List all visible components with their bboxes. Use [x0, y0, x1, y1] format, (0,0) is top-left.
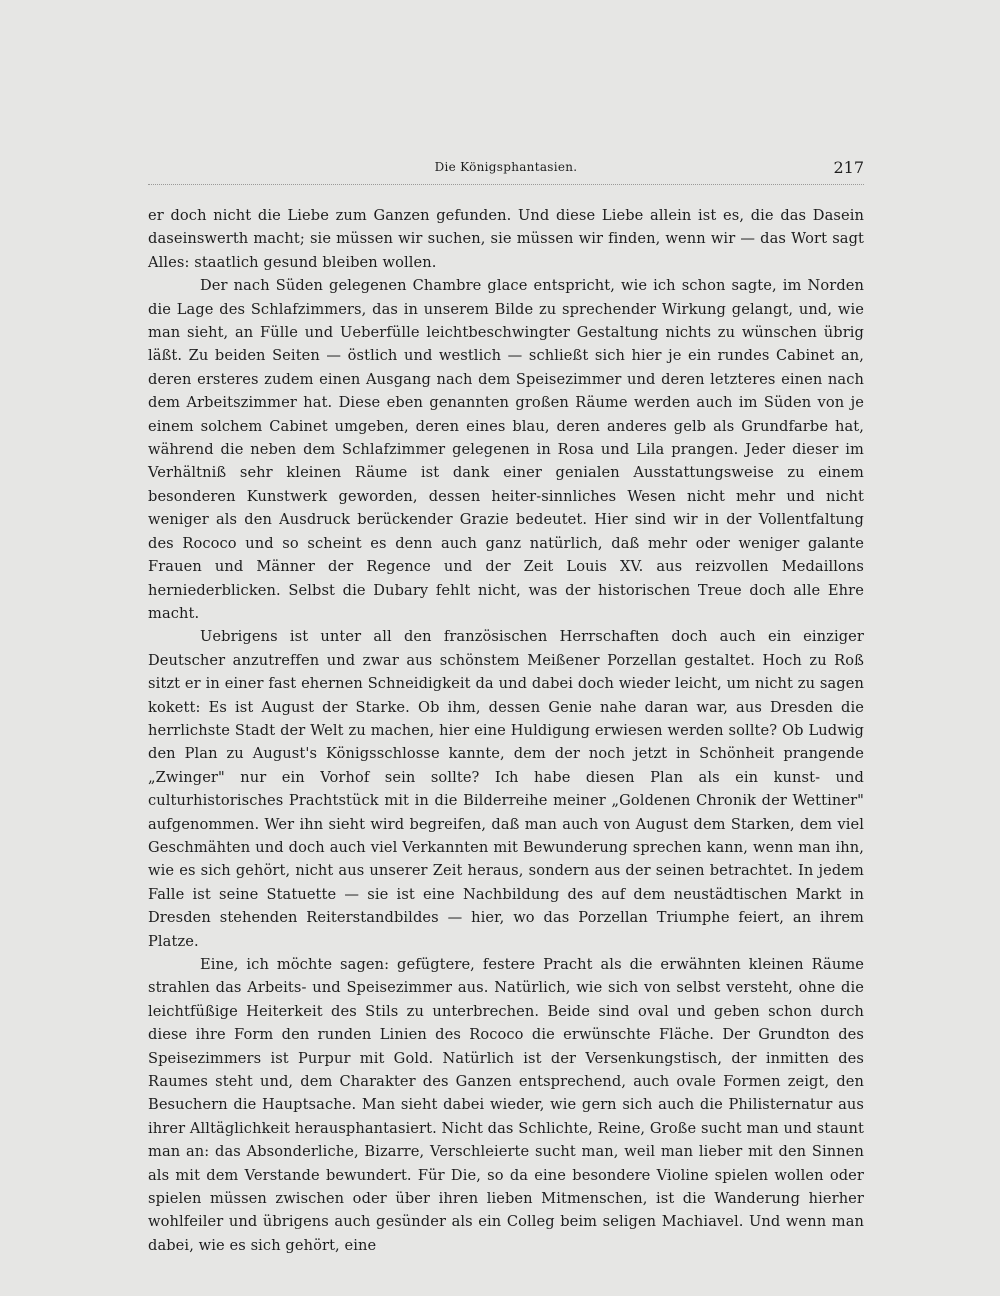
paragraph-1: er doch nicht die Liebe zum Ganzen gefunden. Und diese Liebe allein ist es, die das Dasein daseinswerth macht; sie müssen wir suchen, sie müssen wir finden, wenn wir — das Wort sagt Alles: staatlich gesund bleiben wollen. [148, 207, 864, 271]
paragraph-2: Der nach Süden gelegenen Chambre glace entspricht, wie ich schon sagte, im Norden die Lage des Schlafzimmers, das in unserem Bilde zu sprechender Wirkung gelangt, und, wie man sieht, an Fülle und Ueberfülle leichtbeschwingter Gestaltung nichts zu wünschen übrig läßt. Zu beiden Seiten — östlich und westlich — schließt sich hier je ein rundes Cabinet an, deren ersteres zudem einen Ausgang nach dem Speisezimmer und deren letzteres einen nach dem Arbeitszimmer hat. Diese eben genannten großen Räume werden auch im Süden von je einem solchem Cabinet umgeben, deren eines blau, deren anderes gelb als Grundfarbe hat, während die neben dem Schlafzimmer gelegenen in Rosa und Lila prangen. Jeder dieser im Verhältniß sehr kleinen Räume ist dank einer genialen Ausstattungsweise zu einem besonderen Kunstwerk geworden, dessen heiter-sinnliches Wesen nicht mehr und nicht weniger als den Ausdruck berückender Grazie bedeutet. Hier sind wir in der Vollentfaltung des Rococo und so scheint es denn auch ganz natürlich, daß mehr oder weniger galante Frauen und Männer der Regence und der Zeit Louis XV. aus reizvollen Medaillons herniederblicken. Selbst die Dubary fehlt nicht, was der historischen Treue doch alle Ehre macht. [148, 277, 864, 622]
paragraph-4: Eine, ich möchte sagen: gefügtere, festere Pracht als die erwähnten kleinen Räume strahlen das Arbeits- und Speisezimmer aus. Natürlich, wie sich von selbst versteht, ohne die leichtfüßige Heiterkeit des Stils zu unterbrechen. Beide sind oval und geben schon durch diese ihre Form den runden Linien des Rococo die erwünschte Fläche. Der Grundton des Speisezimmers ist Purpur mit Gold. Natürlich ist der Versenkungstisch, der inmitten des Raumes steht und, dem Charakter des Ganzen entsprechend, auch ovale Formen zeigt, den Besuchern die Hauptsache. Man sieht dabei wieder, wie gern sich auch die Philisternatur aus ihrer Alltäglichkeit herausphantasiert. Nicht das Schlichte, Reine, Große sucht man und staunt man an: das Absonderliche, Bizarre, Verschleierte sucht man, weil man lieber mit den Sinnen als mit dem Verstande bewundert. Für Die, so da eine besondere Violine spielen wollen oder spielen müssen zwischen oder über ihren lieben Mitmenschen, ist die Wanderung hierher wohlfeiler und übrigens auch gesünder als ein Colleg beim seligen Machiavel. Und wenn man dabei, wie es sich gehört, eine [148, 956, 864, 1254]
header-rule [148, 184, 864, 185]
paragraph-3: Uebrigens ist unter all den französischen Herrschaften doch auch ein einziger Deutscher anzutreffen und zwar aus schönstem Meißener Porzellan gestaltet. Hoch zu Roß sitzt er in einer fast ehernen Schneidigkeit da und dabei doch wieder leicht, um nicht zu sagen kokett: Es ist August der Starke. Ob ihm, dessen Genie nahe daran war, aus Dresden die herrlichste Stadt der Welt zu machen, hier eine Huldigung erwiesen werden sollte? Ob Ludwig den Plan zu August's Königsschlosse kannte, dem der noch jetzt in Schönheit prangende „Zwinger" nur ein Vorhof sein sollte? Ich habe diesen Plan als ein kunst- und culturhistorisches Prachtstück mit in die Bilderreihe meiner „Goldenen Chronik der Wettiner" aufgenommen. Wer ihn sieht wird begreifen, daß man auch von August dem Starken, dem viel Geschmähten und doch auch viel Verkannten mit Bewunderung sprechen kann, wenn man ihn, wie es sich gehört, nicht aus unserer Zeit heraus, sondern aus der seinen betrachtet. In jedem Falle ist seine Statuette — sie ist eine Nachbildung des auf dem neustädtischen Markt in Dresden stehenden Reiterstandbildes — hier, wo das Porzellan Triumphe feiert, an ihrem Platze. [148, 628, 864, 950]
page-number: 217 [833, 158, 864, 177]
running-title: Die Königsphantasien. [434, 160, 578, 174]
body-text [148, 204, 864, 1257]
